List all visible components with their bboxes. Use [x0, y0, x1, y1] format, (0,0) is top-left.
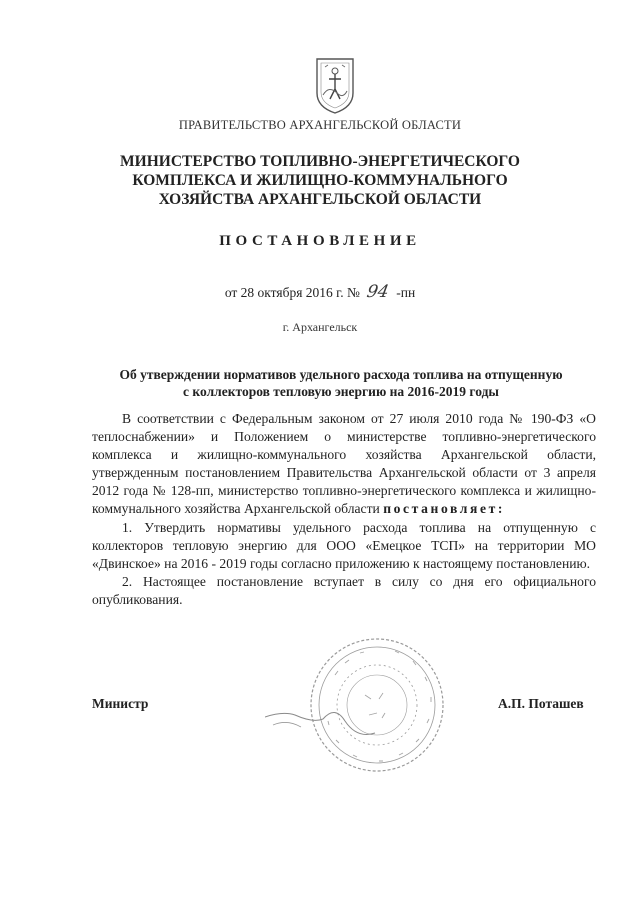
handwritten-number: 94 — [365, 282, 391, 302]
preamble-paragraph — [92, 410, 596, 519]
ministry-title-line: ХОЗЯЙСТВА АРХАНГЕЛЬСКОЙ ОБЛАСТИ — [158, 191, 482, 208]
date-and-number — [0, 282, 640, 302]
signatory-position: Министр — [92, 696, 149, 711]
ministry-title-line: КОМПЛЕКСА И ЖИЛИЩНО-КОММУНАЛЬНОГО — [132, 172, 508, 189]
ministry-title — [60, 152, 580, 209]
government-header: ПРАВИТЕЛЬСТВО АРХАНГЕЛЬСКОЙ ОБЛАСТИ — [178, 118, 462, 132]
subject-line: Об утверждении нормативов удельного расхода топлива на отпущенную — [119, 367, 563, 382]
item-2-paragraph: 2. Настоящее постановление вступает в силу со дня его официального опубликования. — [92, 573, 596, 607]
item-1-paragraph: 1. Утвердить нормативы удельного расхода топлива на отпущенную с коллекторов тепловую энергию для ООО «Емецкое ТСП» на территории МО «Двинское» на 2016 - 2019 годы согласно приложению к настоящему постановлению. — [92, 519, 596, 571]
city-location: г. Архангельск — [282, 320, 358, 334]
coat-of-arms-emblem — [313, 55, 357, 115]
preamble-text: В соответствии с Федеральным законом от 27 июля 2010 года № 190-ФЗ «О теплоснабжении» и Положением о министерстве топливно-энергетического комплекса и жилищно-коммунального хозяйства Архангельской области, утвержденным постановлением Правительства Архангельской области от 3 апреля 2012 года № 128-пп, министерство топливно-энергетического комплекса и жилищно-коммунального хозяйства Архангельской области — [92, 411, 596, 517]
resolves-text: постановляет: — [383, 501, 505, 517]
official-seal-stamp — [265, 635, 465, 785]
document-body — [92, 410, 596, 609]
document-type-heading: ПОСТАНОВЛЕНИЕ — [219, 233, 421, 249]
document-date: от 28 октября 2016 г. № — [224, 285, 360, 300]
document-subject — [82, 366, 600, 400]
subject-line: с коллекторов тепловую энергию на 2016-2019 годы — [183, 384, 499, 399]
number-suffix: -пн — [396, 285, 416, 300]
ministry-title-line: МИНИСТЕРСТВО ТОПЛИВНО-ЭНЕРГЕТИЧЕСКОГО — [120, 153, 520, 170]
signatory-name: А.П. Поташев — [498, 696, 584, 711]
